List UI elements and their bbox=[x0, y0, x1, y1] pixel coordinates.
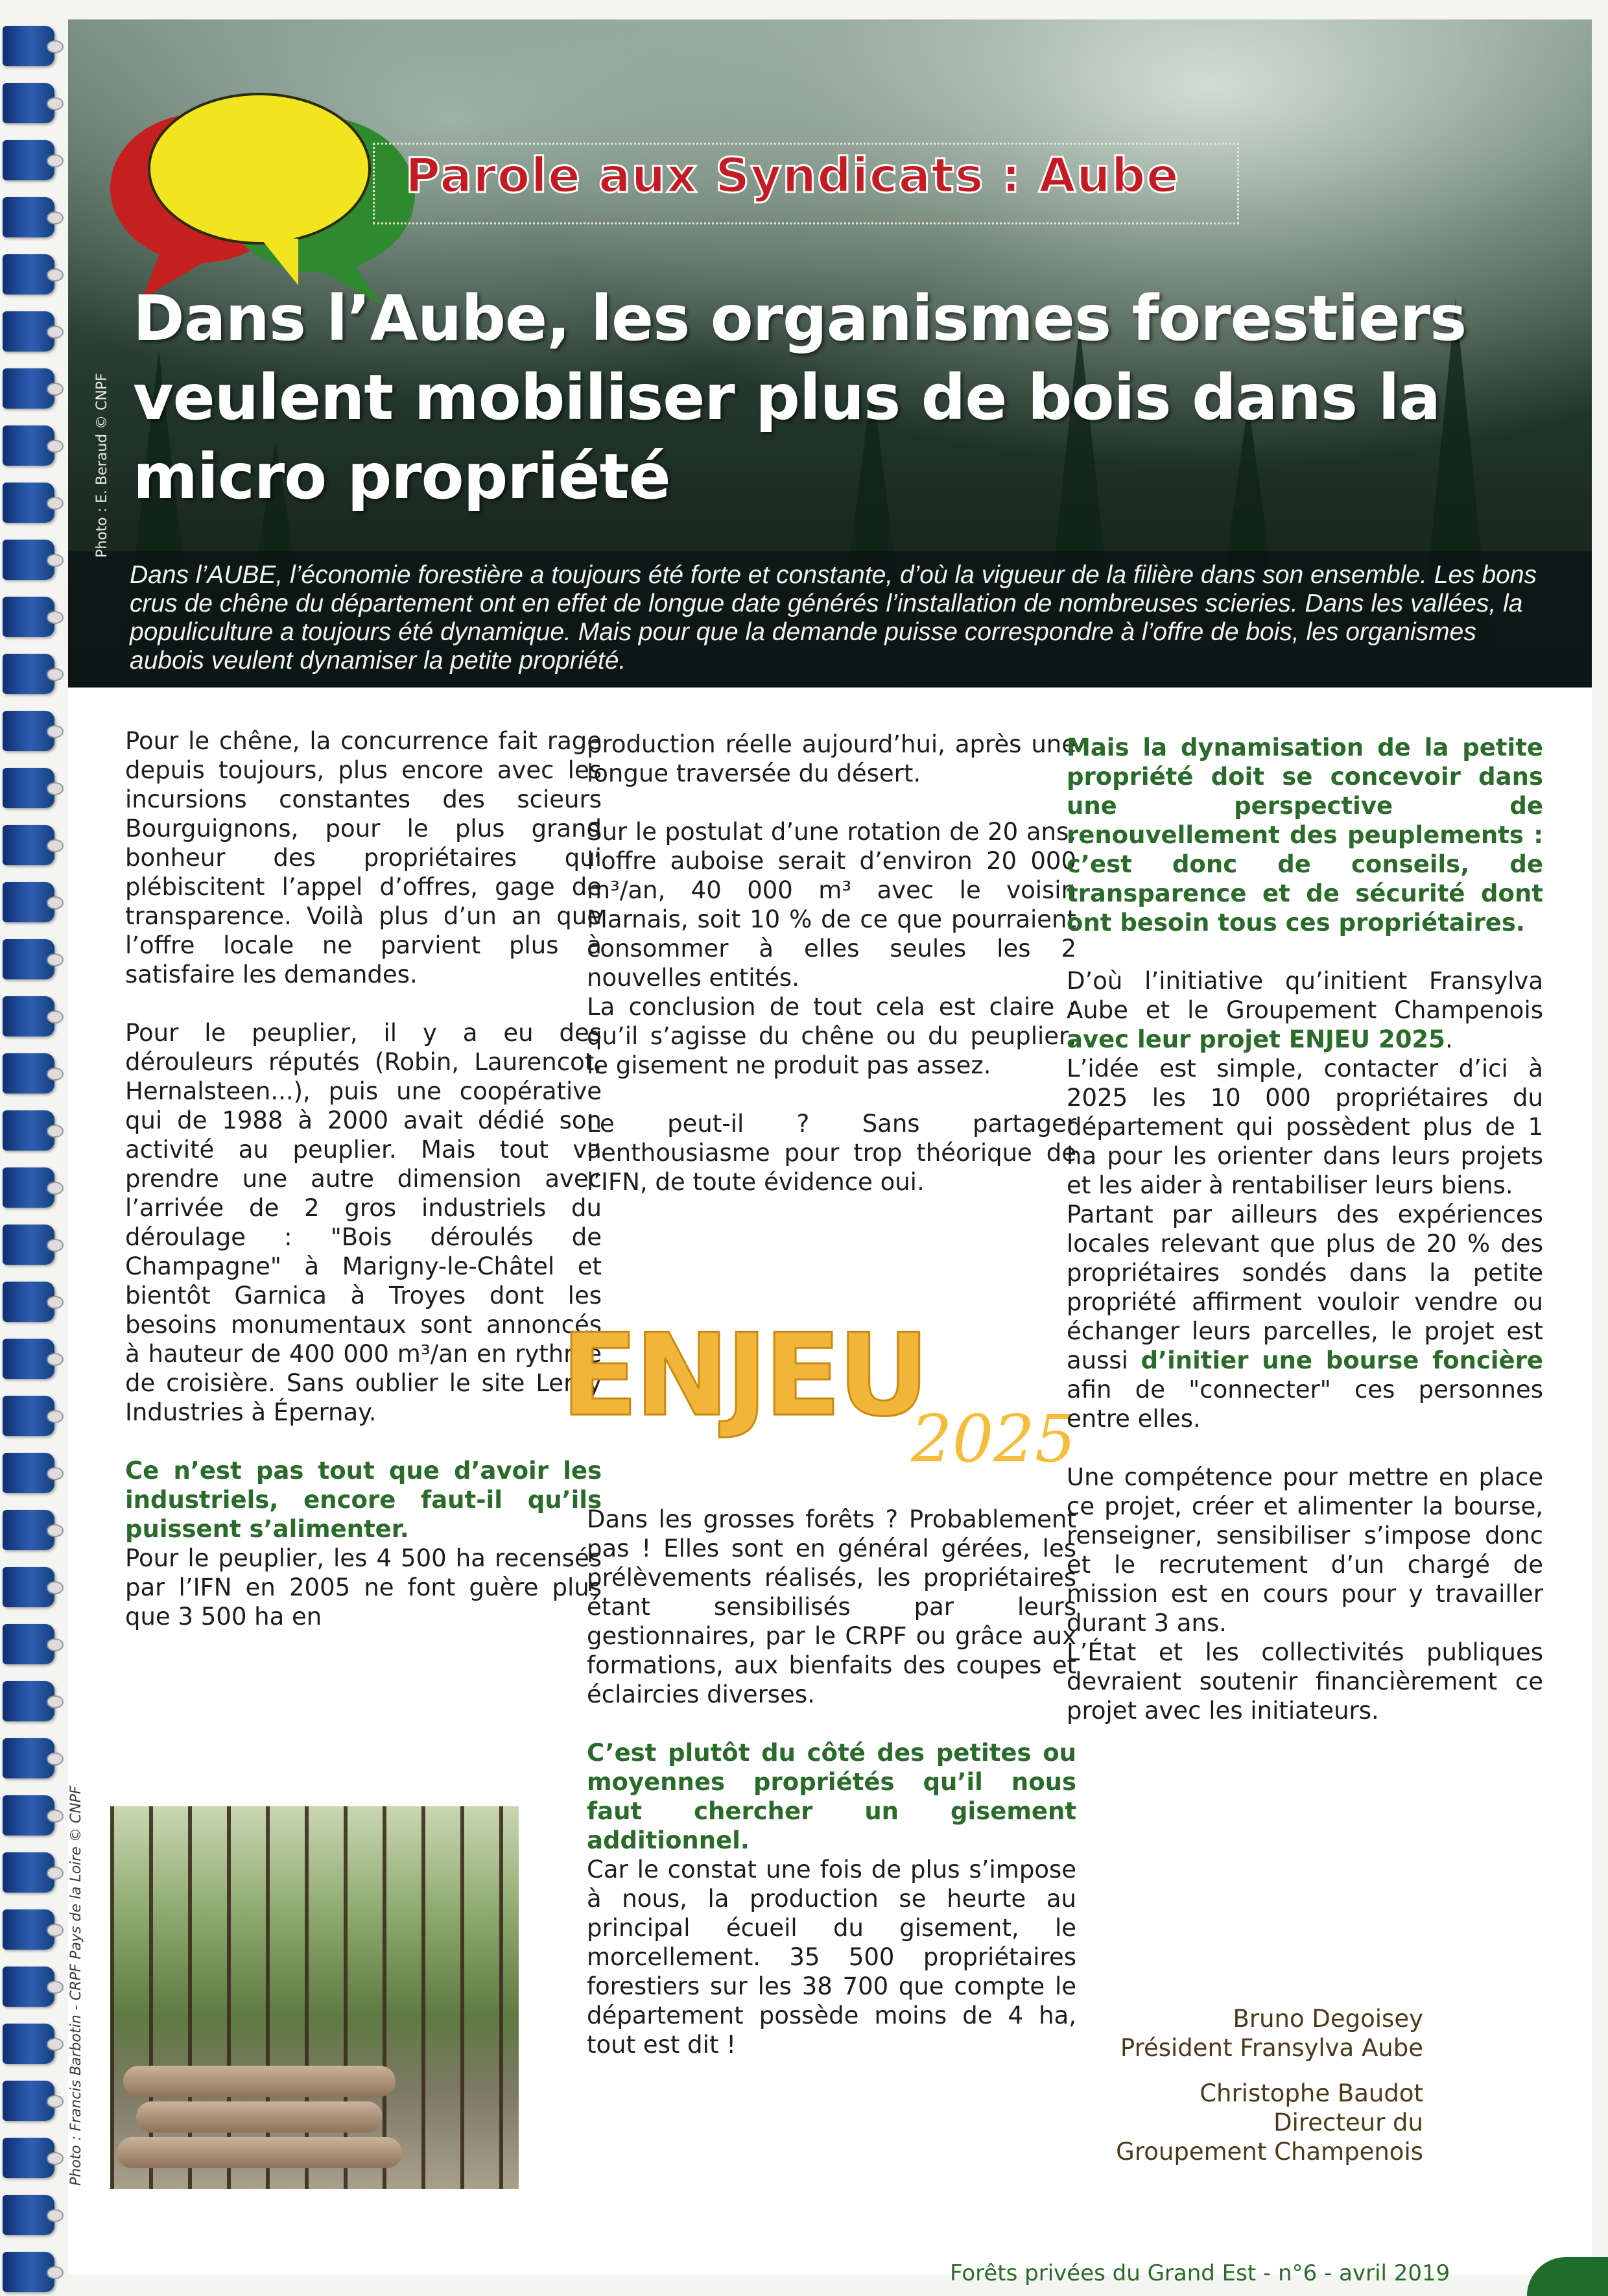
binding-ring bbox=[3, 1053, 54, 1094]
binding-ring bbox=[3, 1453, 54, 1493]
binding-ring bbox=[3, 140, 54, 180]
magazine-page bbox=[68, 19, 1592, 2286]
highlight-text: avec leur projet ENJEU 2025 bbox=[1067, 1025, 1445, 1053]
binding-ring bbox=[3, 311, 54, 352]
paragraph: Car le constat une fois de plus s’impose à nous, la production se heurte au principal écueil du gisement, le morcellement. 35 500 propriétaires forestiers sur les 38 700 que compte le département possède moins de 4 ha, tout est dit ! bbox=[587, 1856, 1076, 2059]
binding-ring bbox=[3, 254, 54, 294]
page-footer: Forêts privées du Grand Est - n°6 - avril 2019 bbox=[950, 2260, 1450, 2286]
binding-ring bbox=[3, 825, 54, 865]
paragraph bbox=[125, 1456, 602, 1544]
binding-ring bbox=[3, 1909, 54, 1950]
highlight-text: Ce n’est pas tout que d’avoir les industriels, encore faut-il qu’ils puissent s’alimenter. bbox=[125, 1457, 602, 1543]
signature-block bbox=[1116, 2079, 1423, 2166]
photo-credit: Photo : Francis Barbotin - CRPF Pays de la Loire © CNPF bbox=[68, 1786, 84, 2186]
paragraph bbox=[1067, 733, 1543, 937]
author-name: Bruno Degoisey bbox=[1233, 2005, 1423, 2033]
binding-ring bbox=[3, 1110, 54, 1151]
binding-ring bbox=[3, 2195, 54, 2235]
section-kicker: Parole aux Syndicats : Aube bbox=[405, 148, 1179, 204]
header-forest-photo bbox=[68, 19, 1592, 688]
binding-ring bbox=[3, 1624, 54, 1664]
paragraph: Pour le peuplier, il y a eu des dérouleurs réputés (Robin, Laurencot, Hernalsteen...), puis une coopérative qui de 1988 à 2000 avait dédié son activité au peuplier. Mais tout va prendre une autre dimension avec l’arrivée de 2 gros industriels du déroulage : "Bois déroulés de Champagne" à Marigny-le-Châtel et bientôt Garnica à Troyes dont les besoins monumentaux sont annoncés à hauteur de 400 000 m³/an en rythme de croisière. Sans oublier le site Leroy Industries à Épernay. bbox=[125, 1019, 602, 1426]
binding-ring bbox=[3, 1567, 54, 1607]
binding-ring bbox=[3, 1225, 54, 1265]
binding-ring bbox=[3, 711, 54, 751]
text-run: Partant par ailleurs des expériences locales relevant que plus de 20 % des propriétaires sondés dans la petite propriété affirment vouloir vendre ou échanger leurs parcelles, le projet est aussi bbox=[1067, 1201, 1543, 1374]
highlight-text: d’initier une bourse foncière bbox=[1141, 1346, 1543, 1374]
article-title: Dans l’Aube, les organismes forestiers veulent mobiliser plus de bois dans la micro propriété bbox=[133, 282, 1467, 513]
paragraph: Le peut-il ? Sans partager l’enthousiasme pour trop théorique de l’IFN, de toute évidence oui. bbox=[587, 1110, 1076, 1196]
binding-ring bbox=[3, 1510, 54, 1550]
binding-ring bbox=[3, 1396, 54, 1436]
binding-ring bbox=[3, 1282, 54, 1322]
paragraph: production réelle aujourd’hui, après une longue traversée du désert. bbox=[587, 730, 1076, 787]
binding-ring bbox=[3, 939, 54, 979]
logo-word: ENJEU bbox=[561, 1310, 926, 1442]
author-role: Président Fransylva Aube bbox=[1120, 2034, 1423, 2062]
binding-ring bbox=[3, 1167, 54, 1208]
spiral-binding bbox=[0, 0, 71, 2275]
highlight-text: Mais la dynamisation de la petite propriété doit se concevoir dans une perspective de renouvellement des peuplements : c’est donc de conseils, de transparence et de sécurité dont ont besoin tous ces propriétaires. bbox=[1067, 734, 1543, 937]
paragraph: Pour le chêne, la concurrence fait rage depuis toujours, plus encore avec les incursions constantes des scieurs Bourguignons, pour le plus grand bonheur des propriétaires qui plébiscitent l’appel d’offres, gage de transparence. Voilà plus d’un an que l’offre locale ne parvient plus à satisfaire les demandes. bbox=[125, 727, 602, 988]
binding-ring bbox=[3, 368, 54, 409]
binding-ring bbox=[3, 1795, 54, 1836]
author-role: Groupement Champenois bbox=[1116, 2138, 1423, 2166]
column-1 bbox=[125, 726, 602, 1660]
highlight-text: C’est plutôt du côté des petites ou moyennes propriétés qu’il nous faut chercher un gisement additionnel. bbox=[587, 1739, 1076, 1854]
binding-ring bbox=[3, 26, 54, 66]
paragraph: Pour le peuplier, les 4 500 ha recensés par l’IFN en 2005 ne font guère plus que 3 500 ha en bbox=[125, 1544, 602, 1631]
binding-ring bbox=[3, 483, 54, 523]
article-intro: Dans l’AUBE, l’économie forestière a toujours été forte et constante, d’où la vigueur de la filière dans son ensemble. Les bons crus de chêne du département ont en effet de longue date générés l’installation de nombreuses scieries. Dans les vallées, la populiculture a toujours été dynamique. Mais pour que la demande puisse correspondre à l’offre de bois, les organismes aubois veulent dynamiser la petite propriété. bbox=[130, 561, 1537, 675]
forest-logs-photo bbox=[110, 1806, 519, 2189]
paragraph bbox=[1067, 1200, 1543, 1433]
binding-ring bbox=[3, 1339, 54, 1379]
author-name: Christophe Baudot bbox=[1200, 2079, 1423, 2107]
paragraph bbox=[587, 1738, 1076, 1855]
paragraph: Sur le postulat d’une rotation de 20 ans, l’offre auboise serait d’environ 20 000 m³/an, 40 000 m³ avec le voisin Marnais, soit 10 % de ce que pourraient consommer à elles seules les 2 nouvelles entités. bbox=[587, 818, 1076, 992]
binding-ring bbox=[3, 768, 54, 808]
author-role: Directeur du bbox=[1273, 2109, 1423, 2136]
binding-ring bbox=[3, 2138, 54, 2178]
binding-ring bbox=[3, 996, 54, 1036]
paragraph: Une compétence pour mettre en place ce projet, créer et alimenter la bourse, renseigner, sensibiliser s’impose donc et le recrutement d’un chargé de mission est en cours pour y travailler durant 3 ans. bbox=[1067, 1463, 1543, 1637]
binding-ring bbox=[3, 597, 54, 637]
binding-ring bbox=[3, 197, 54, 237]
column-2 bbox=[587, 730, 1076, 1226]
binding-ring bbox=[3, 654, 54, 694]
binding-ring bbox=[3, 1681, 54, 1721]
binding-ring bbox=[3, 1967, 54, 2007]
column-2-continued bbox=[587, 1505, 1076, 2088]
binding-ring bbox=[3, 1738, 54, 1778]
binding-ring bbox=[3, 882, 54, 922]
paragraph: L’idée est simple, contacter d’ici à 2025 les 10 000 propriétaires du département qui possèdent plus de 1 ha pour les orienter dans leurs projets et les aider à rentabiliser leurs biens. bbox=[1067, 1055, 1543, 1199]
signature-block bbox=[1120, 2004, 1423, 2063]
binding-ring bbox=[3, 83, 54, 123]
binding-ring bbox=[3, 2024, 54, 2064]
log-shape bbox=[123, 2066, 396, 2097]
column-3 bbox=[1067, 733, 1543, 1754]
text-run: D’où l’initiative qu’initient Fransylva Aube et le Groupement Champenois bbox=[1067, 967, 1543, 1024]
log-shape bbox=[117, 2137, 402, 2168]
paragraph bbox=[1067, 966, 1543, 1054]
binding-ring bbox=[3, 425, 54, 466]
binding-ring bbox=[3, 2252, 54, 2292]
text-run: afin de "connecter" ces personnes entre elles. bbox=[1067, 1376, 1543, 1433]
log-shape bbox=[136, 2101, 383, 2133]
binding-ring bbox=[3, 540, 54, 580]
binding-ring bbox=[3, 2081, 54, 2121]
photo-credit: Photo : E. Beraud © CNPF bbox=[94, 373, 110, 558]
logo-year: 2025 bbox=[911, 1401, 1076, 1477]
text-run: . bbox=[1445, 1025, 1453, 1053]
footer-tab bbox=[1527, 2257, 1608, 2296]
paragraph: L’État et les collectivités publiques devraient soutenir financièrement ce projet avec les initiateurs. bbox=[1067, 1638, 1543, 1725]
binding-ring bbox=[3, 1852, 54, 1893]
enjeu-2025-logo bbox=[561, 1310, 1099, 1505]
paragraph: Dans les grosses forêts ? Probablement pas ! Elles sont en général gérées, les prélèvements réalisés, les propriétaires étant sensibilisés par leurs gestionnaires, par le CRPF ou grâce aux formations, aux bienfaits des coupes et éclaircies diverses. bbox=[587, 1505, 1076, 1708]
paragraph: La conclusion de tout cela est claire : qu’il s’agisse du chêne ou du peuplier, le gisement ne produit pas assez. bbox=[587, 993, 1076, 1079]
